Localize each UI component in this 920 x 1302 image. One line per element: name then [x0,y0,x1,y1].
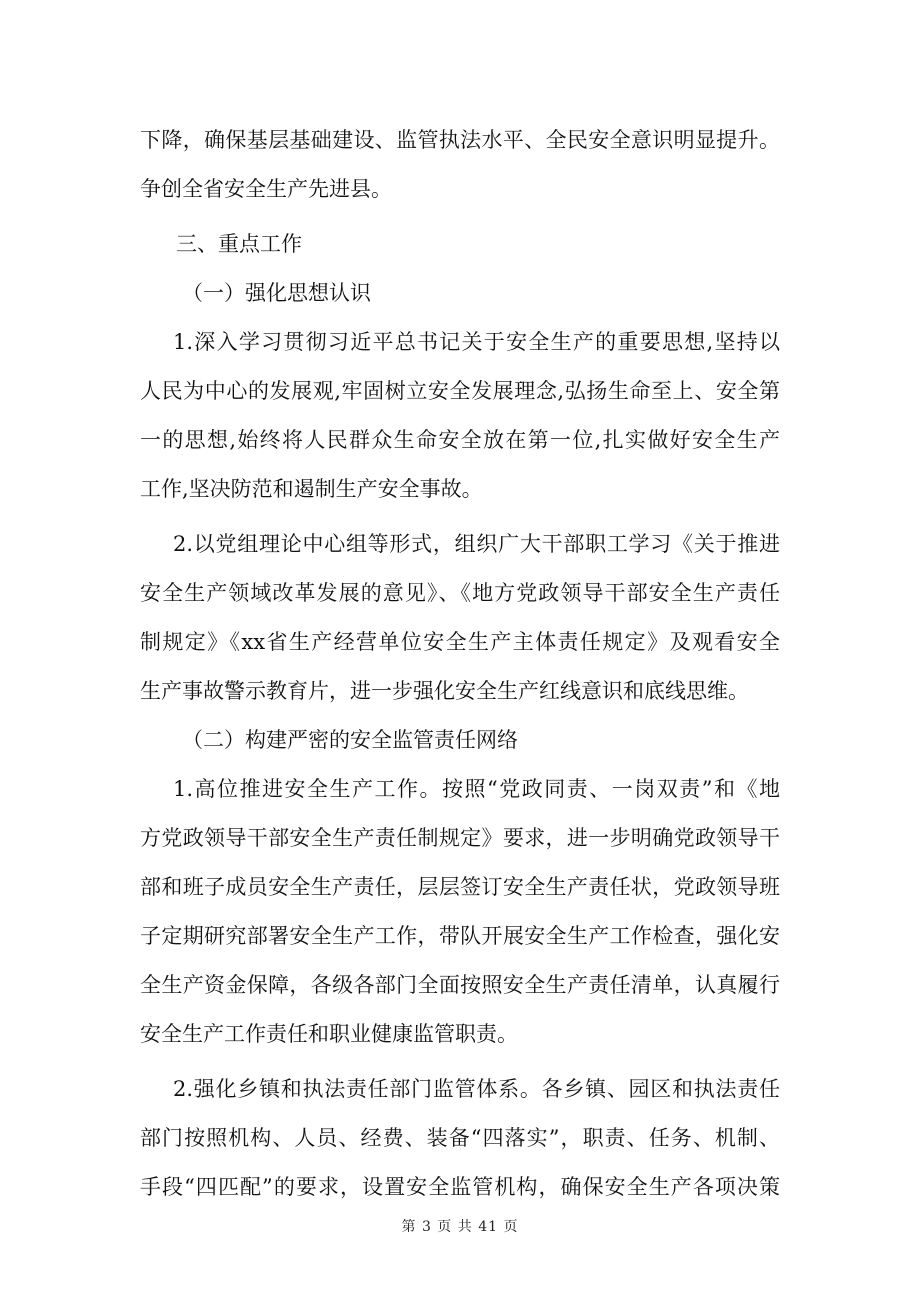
text-line: 一的思想,始终将人民群众生命安全放在第一位,扎实做好安全生产 [140,428,780,452]
text-line: 争创全省安全生产先进县。 [140,177,392,201]
text-line: 方党政领导干部安全生产责任制规定》要求，进一步明确党政领导干 [140,826,780,850]
subsection-heading: （一）强化思想认识 [182,281,371,305]
text-line: 全生产资金保障，各级各部门全面按照安全生产责任清单，认真履行 [140,973,780,997]
page-number: 第 3 页 共 41 页 [401,1219,519,1235]
text-line: 1.高位推进安全生产工作。按照“党政同责、一岗双责”和《地 [173,777,780,801]
page-footer [0,1216,920,1236]
text-line: 安全生产领域改革发展的意见》、《地方党政领导干部安全生产责任 [140,581,780,605]
text-line: 子定期研究部署安全生产工作，带队开展安全生产工作检查，强化安 [140,924,780,948]
text-line: 生产事故警示教育片，进一步强化安全生产红线意识和底线思维。 [140,679,749,703]
text-line: 2.以党组理论中心组等形式，组织广大干部职工学习《关于推进 [173,532,780,556]
text-line: 部门按照机构、人员、经费、装备“四落实”，职责、任务、机制、 [140,1126,780,1150]
subsection-heading: （二）构建严密的安全监管责任网络 [182,728,518,752]
text-line: 下降，确保基层基础建设、监管执法水平、全民安全意识明显提升。 [140,128,780,152]
text-line: 手段“四匹配”的要求，设置安全监管机构，确保安全生产各项决策 [140,1175,780,1199]
text-line: 制规定》《xx省生产经营单位安全生产主体责任规定》及观看安全 [140,630,780,654]
document-body [140,116,780,1212]
text-line: 1.深入学习贯彻习近平总书记关于安全生产的重要思想,坚持以 [173,330,780,354]
text-line: 安全生产工作责任和职业健康监管职责。 [140,1022,518,1046]
section-heading: 三、重点工作 [176,232,302,256]
text-line: 2.强化乡镇和执法责任部门监管体系。各乡镇、园区和执法责任 [173,1077,780,1101]
text-line: 工作,坚决防范和遏制生产安全事故。 [140,477,483,501]
text-line: 人民为中心的发展观,牢固树立安全发展理念,弘扬生命至上、安全第 [140,379,780,403]
text-line: 部和班子成员安全生产责任，层层签订安全生产责任状，党政领导班 [140,875,780,899]
